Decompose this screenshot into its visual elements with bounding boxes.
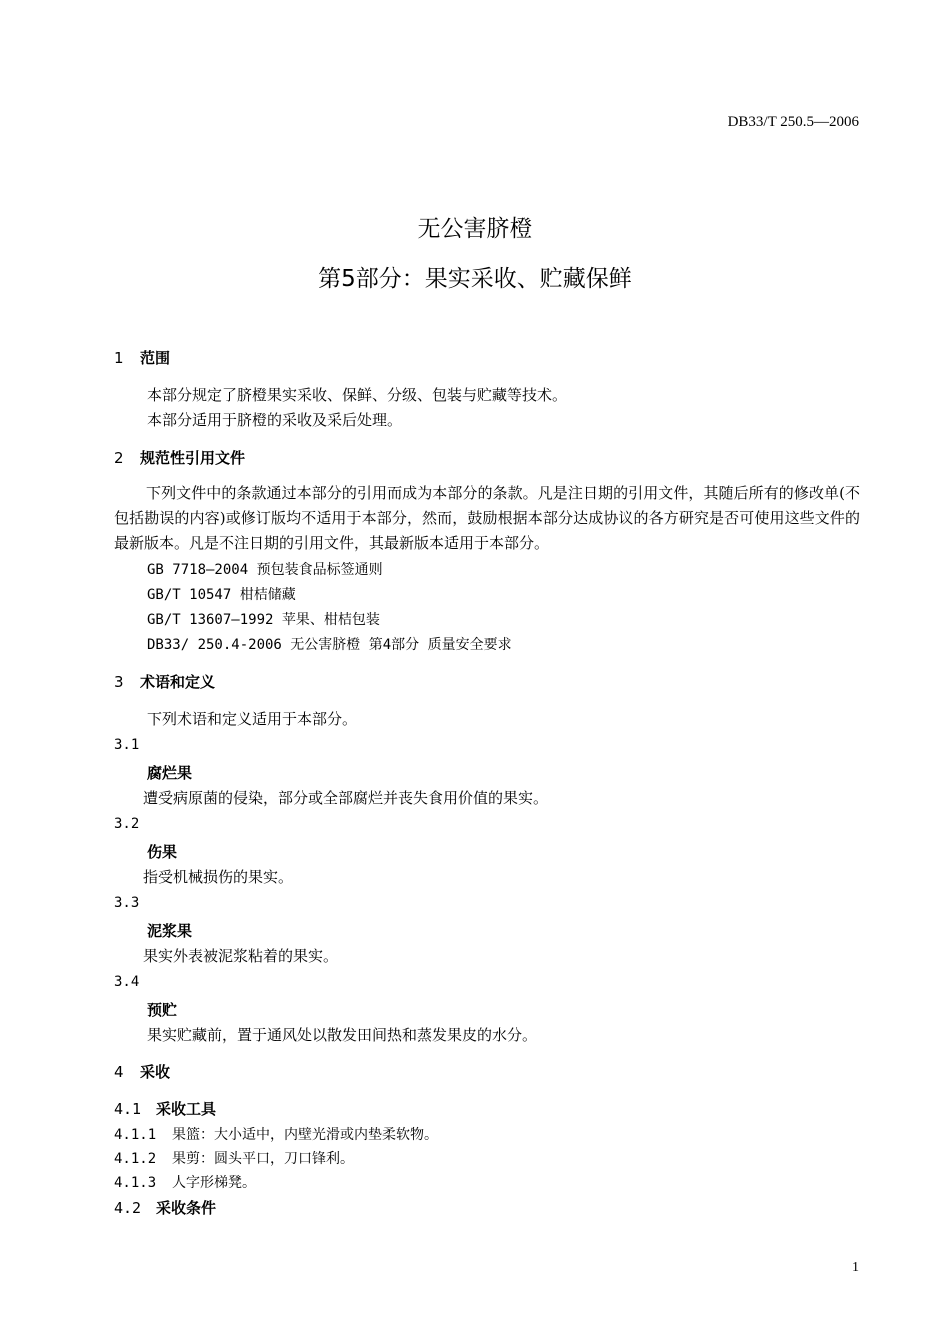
section-title: 术语和定义 (140, 673, 216, 691)
section-number: 4 (114, 1063, 124, 1081)
clause-text: 果篮：大小适中，内壁光滑或内垫柔软物。 (172, 1127, 438, 1143)
document-number: DB33/T 250.5—2006 (727, 114, 859, 130)
reference-item: GB/T 13607—1992 苹果、柑桔包装 (147, 612, 380, 628)
section-number: 1 (114, 349, 124, 367)
document-title: 无公害脐橙 (417, 216, 533, 242)
subsection-heading-harvest-tools (114, 1098, 216, 1119)
term-name: 伤果 (147, 843, 178, 861)
paragraph: 本部分规定了脐橙果实采收、保鲜、分级、包装与贮藏等技术。 (147, 386, 568, 404)
clause-item (114, 1148, 354, 1168)
section-heading-terms-definitions (114, 671, 215, 692)
clause-number: 4.1.3 (114, 1175, 157, 1191)
reference-item: GB/T 10547 柑桔储藏 (147, 587, 296, 603)
clause-number: 4.1.1 (114, 1127, 157, 1143)
term-definition: 遭受病原菌的侵染，部分或全部腐烂并丧失食用价值的果实。 (143, 789, 549, 807)
section-heading-normative-references (114, 447, 245, 468)
section-heading-scope (114, 347, 170, 368)
term-name: 预贮 (147, 1001, 178, 1019)
term-name: 泥浆果 (147, 922, 193, 940)
subsection-number: 4.2 (114, 1199, 142, 1217)
subsection-title: 采收工具 (156, 1100, 217, 1118)
term-name: 腐烂果 (147, 764, 193, 782)
reference-item: DB33/ 250.4-2006 无公害脐橙 第4部分 质量安全要求 (147, 637, 512, 653)
section-title: 规范性引用文件 (140, 449, 246, 467)
clause-number: 4.1.2 (114, 1151, 157, 1167)
term-number: 3.3 (114, 895, 140, 911)
clause-item (114, 1172, 256, 1192)
section-heading-harvest (114, 1061, 170, 1082)
section-number: 3 (114, 673, 124, 691)
document-subtitle: 第5部分：果实采收、贮藏保鲜 (318, 266, 632, 292)
paragraph: 下列术语和定义适用于本部分。 (147, 710, 358, 728)
clause-text: 果剪：圆头平口，刀口锋利。 (172, 1151, 354, 1167)
section-title: 采收 (140, 1063, 171, 1081)
clause-item (114, 1124, 438, 1144)
paragraph: 下列文件中的条款通过本部分的引用而成为本部分的条款。凡是注日期的引用文件，其随后所有的修改单(不包括勘误的内容)或修订版均不适用于本部分，然而，鼓励根据本部分达成协议的各方研究是否可使用这些文件的最新版本。凡是不注日期的引用文件，其最新版本适用于本部分。 (114, 484, 860, 552)
term-number: 3.1 (114, 737, 140, 753)
subsection-number: 4.1 (114, 1100, 142, 1118)
section-title: 范围 (140, 349, 171, 367)
term-definition: 果实外表被泥浆粘着的果实。 (143, 947, 339, 965)
subsection-title: 采收条件 (156, 1199, 217, 1217)
subsection-heading-harvest-conditions (114, 1197, 216, 1218)
reference-item: GB 7718—2004 预包装食品标签通则 (147, 562, 383, 578)
term-definition: 指受机械损伤的果实。 (143, 868, 294, 886)
term-number: 3.4 (114, 974, 140, 990)
page-number: 1 (852, 1260, 859, 1275)
term-definition: 果实贮藏前，置于通风处以散发田间热和蒸发果皮的水分。 (147, 1026, 538, 1044)
section-number: 2 (114, 449, 124, 467)
term-number: 3.2 (114, 816, 140, 832)
clause-text: 人字形梯凳。 (172, 1175, 256, 1191)
paragraph: 本部分适用于脐橙的采收及采后处理。 (147, 411, 403, 429)
